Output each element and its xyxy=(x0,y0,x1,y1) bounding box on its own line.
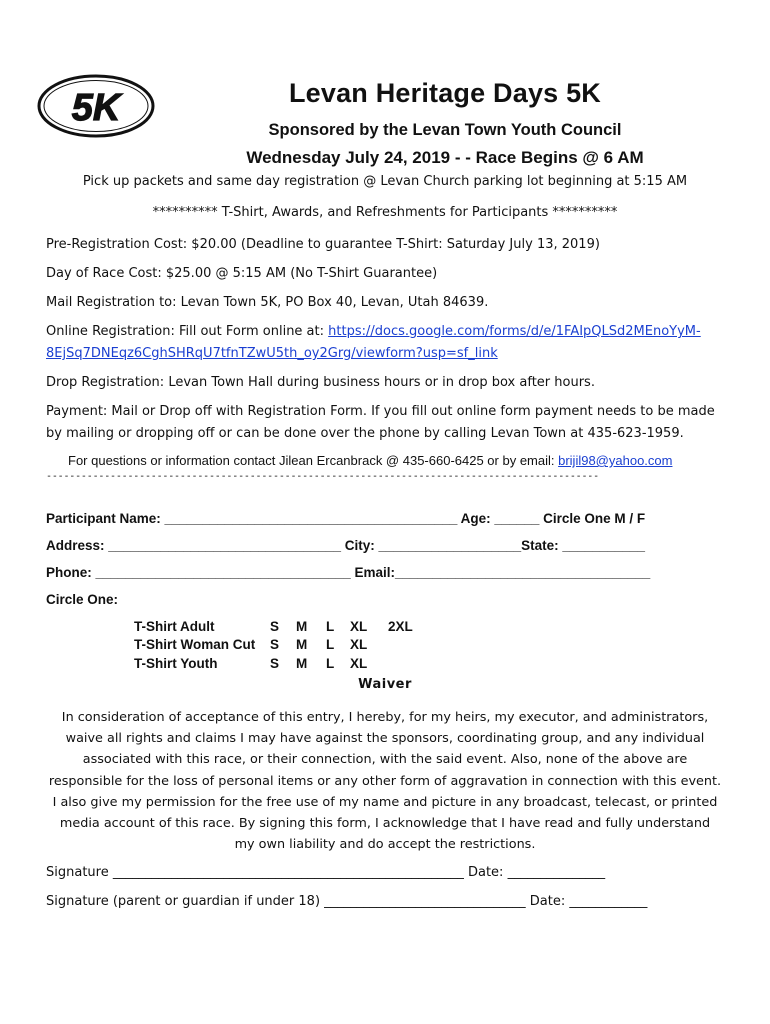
divider-line: ----------------------------------------------------------------------------------------------- xyxy=(46,471,599,482)
size-option[interactable]: XL xyxy=(350,655,368,671)
page-title: Levan Heritage Days 5K xyxy=(288,78,602,108)
size-option[interactable]: XL xyxy=(350,637,368,653)
circle-one-label: Circle One: xyxy=(46,592,119,607)
phone-email-field[interactable]: Phone: __________________________________ Email:__________________________________ xyxy=(46,565,651,580)
online-registration xyxy=(46,324,736,339)
size-option[interactable]: 2XL xyxy=(388,618,413,634)
size-option[interactable]: L xyxy=(326,637,335,653)
waiver-text xyxy=(40,707,730,855)
sponsor-line: Sponsored by the Levan Town Youth Council xyxy=(268,121,622,139)
waiver-line: media account of this race. By signing this form, I acknowledge that I have read and fully understand xyxy=(59,816,711,832)
size-option[interactable]: M xyxy=(296,637,308,653)
pickup-info: Pick up packets and same day registration @ Levan Church parking lot beginning at 5:15 AM xyxy=(82,174,688,189)
tshirt-row-adult xyxy=(134,617,413,636)
size-option[interactable]: S xyxy=(270,618,280,634)
online-registration-link-2[interactable]: 8EjSq7DNEqz6CghSHRqU7tfnTZwU5th_oy2Grg/viewform?usp=sf_link xyxy=(46,346,498,361)
pre-registration-cost: Pre-Registration Cost: $20.00 (Deadline to guarantee T-Shirt: Saturday July 13, 2019) xyxy=(46,237,600,252)
tshirt-size-table xyxy=(134,617,413,673)
size-option[interactable]: S xyxy=(270,655,280,671)
participant-name-field[interactable]: Participant Name: _______________________________________ Age: ______ Circle One M / F xyxy=(46,511,646,526)
guardian-signature-field[interactable]: Signature (parent or guardian if under 18) _______________________________ Date: ____________ xyxy=(46,894,648,909)
size-option xyxy=(388,654,413,673)
race-date-line: Wednesday July 24, 2019 - - Race Begins @ 6 AM xyxy=(246,148,644,167)
drop-registration: Drop Registration: Levan Town Hall during business hours or in drop box after hours. xyxy=(46,375,595,390)
tshirt-awards-line: ********** T-Shirt, Awards, and Refreshments for Participants ********** xyxy=(152,205,618,220)
address-field[interactable]: Address: _______________________________ City: ___________________State: ___________ xyxy=(46,538,646,553)
logo-text: 5K xyxy=(71,87,121,129)
waiver-line: my own liability and do accept the restrictions. xyxy=(234,837,536,853)
day-of-race-cost: Day of Race Cost: $25.00 @ 5:15 AM (No T-Shirt Guarantee) xyxy=(46,266,438,281)
size-option[interactable]: M xyxy=(296,655,308,671)
waiver-line: waive all rights and claims I may have against the sponsors, coordinating group, and any individual xyxy=(65,731,705,747)
size-option[interactable]: S xyxy=(270,637,280,653)
5k-logo xyxy=(36,74,156,138)
waiver-line: responsible for the loss of personal items or any other form of aggravation in connection with this event. xyxy=(48,773,722,789)
waiver-title: Waiver xyxy=(358,677,412,692)
waiver-line: I also give my permission for the free use of my name and picture in any broadcast, telecast, or printed xyxy=(52,794,718,810)
size-option[interactable]: XL xyxy=(350,618,368,634)
signature-field[interactable]: Signature ______________________________________________________ Date: _______________ xyxy=(46,865,606,880)
waiver-line: associated with this race, or their connection, with the said event. Also, none of the above are xyxy=(82,752,688,768)
size-option[interactable]: L xyxy=(326,655,335,671)
contact-info xyxy=(68,453,758,468)
tshirt-label: T-Shirt Youth xyxy=(134,655,218,671)
tshirt-label: T-Shirt Adult xyxy=(134,618,215,634)
size-option[interactable]: M xyxy=(296,618,308,634)
tshirt-row-youth xyxy=(134,654,413,673)
tshirt-label: T-Shirt Woman Cut xyxy=(134,637,256,653)
online-registration-link[interactable]: https://docs.google.com/forms/d/e/1FAIpQLSd2MEnoYyM- xyxy=(328,324,701,339)
mail-registration: Mail Registration to: Levan Town 5K, PO Box 40, Levan, Utah 84639. xyxy=(46,295,489,310)
online-registration-link-cont xyxy=(46,346,736,361)
size-option[interactable]: L xyxy=(326,618,335,634)
payment-line-1: Payment: Mail or Drop off with Registration Form. If you fill out online form payment needs to be made xyxy=(46,404,715,419)
online-registration-label: Online Registration: Fill out Form online at: xyxy=(46,324,329,339)
contact-text: For questions or information contact Jilean Ercanbrack @ 435-660-6425 or by email: xyxy=(68,453,559,468)
size-option xyxy=(388,636,413,655)
tshirt-row-woman xyxy=(134,636,413,655)
payment-line-2: by mailing or dropping off or can be done over the phone by calling Levan Town at 435-623-1959. xyxy=(46,426,684,441)
contact-email-link[interactable]: brijil98@yahoo.com xyxy=(558,453,673,468)
waiver-line: In consideration of acceptance of this entry, I hereby, for my heirs, my executor, and administrators, xyxy=(61,710,709,725)
